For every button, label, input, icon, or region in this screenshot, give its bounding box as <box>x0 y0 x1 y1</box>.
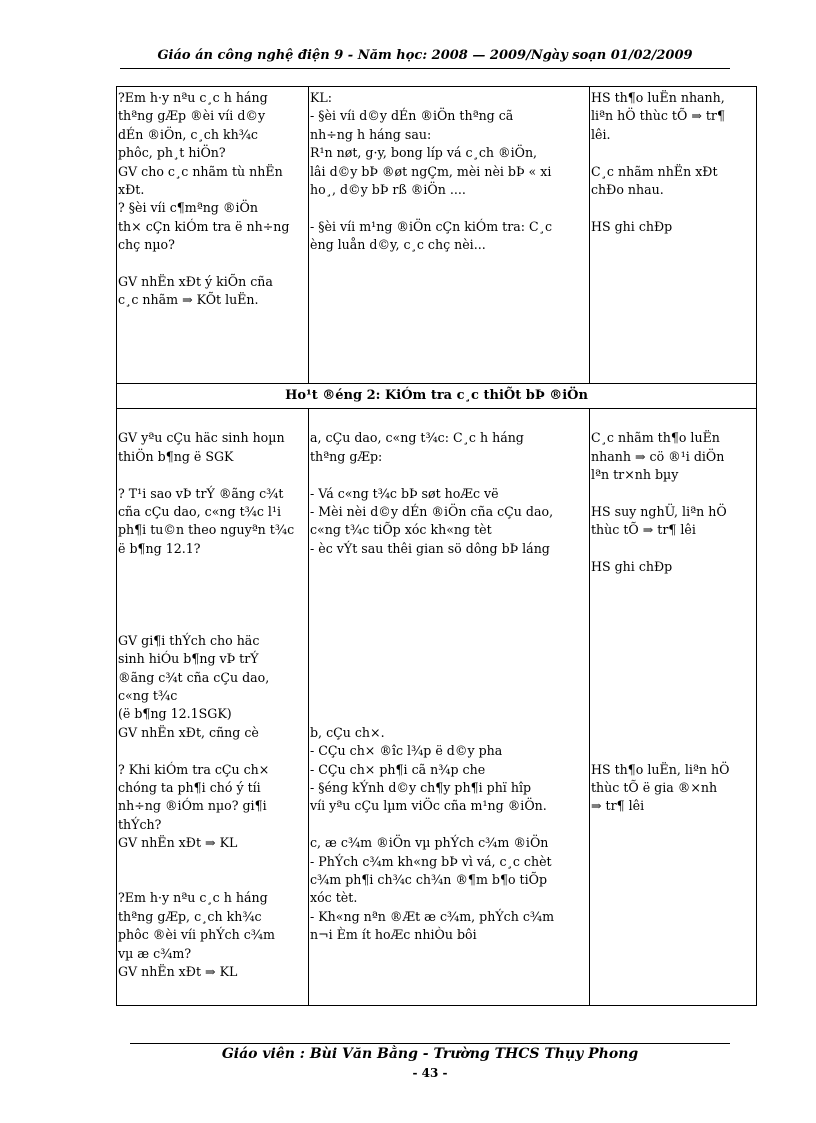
text-line: - PhÝch c¾m kh«ng bÞ vì vá, c¸c chèt <box>310 853 552 869</box>
text-line <box>310 669 589 687</box>
text-line <box>310 558 589 576</box>
teacher-activity-cell <box>117 409 309 1006</box>
text-line: thªng gÆp ®èi víi d©y <box>118 108 266 124</box>
text-line: ? Khi kiÓm tra cÇu ch× <box>118 761 270 777</box>
footer-teacher: Giáo viên : Bùi Văn Bằng - Trường THCS Thụy Phong <box>221 1046 639 1062</box>
text-line: chç nµo? <box>118 237 175 253</box>
section-title: Ho¹t ®éng 2: KiÓm tra c¸c thiÕt bÞ ®iÖn <box>117 384 757 409</box>
text-line: n¬i Èm ít hoÆc nhiÒu bôi <box>310 927 477 943</box>
text-line <box>591 742 756 760</box>
text-line: phôc, ph¸t hiÖn? <box>118 145 226 161</box>
text-line <box>310 577 589 595</box>
text-line <box>118 613 308 631</box>
text-line: c¸c nhãm ⇒ KÕt luËn. <box>118 292 259 308</box>
text-line <box>591 411 756 429</box>
text-line: GV nhËn xÐt ⇒ KL <box>118 835 238 851</box>
text-line: nh÷ng ®iÓm nµo? gi¶i <box>118 798 267 814</box>
text-line: ë b¶ng 12.1? <box>118 540 201 556</box>
text-line <box>310 613 589 631</box>
text-line: thªng gÆp: <box>310 448 383 464</box>
section-row <box>117 384 757 409</box>
text-line: ? T¹i sao vÞ trÝ ®ãng c¾t <box>118 485 284 501</box>
text-line: víi yªu cÇu lµm viÖc cña m¹ng ®iÖn. <box>310 798 547 814</box>
content-cell <box>309 409 590 1006</box>
text-line <box>310 411 589 429</box>
content-cell <box>309 87 590 384</box>
text-line <box>118 595 308 613</box>
text-line: - §éng kÝnh d©y ch¶y ph¶i phï hîp <box>310 779 532 795</box>
text-line: R¹n nøt, g·y, bong líp vá c¸ch ®iÖn, <box>310 145 538 161</box>
text-line: C¸c nhãm nhËn xÐt <box>591 163 718 179</box>
text-line <box>118 577 308 595</box>
text-line: c«ng t¾c tiÕp xóc kh«ng tèt <box>310 522 492 538</box>
text-line: chÐo nhau. <box>591 182 664 198</box>
text-line <box>118 742 308 760</box>
text-line: - CÇu ch× ph¶i cã n¾p che <box>310 761 486 777</box>
text-line <box>118 255 308 273</box>
header-rule <box>120 68 730 69</box>
text-line: thiÖn b¶ng ë SGK <box>118 448 234 464</box>
text-line <box>310 705 589 723</box>
lesson-table <box>116 86 757 1006</box>
text-line: - Vá c«ng t¾c bÞ søt hoÆc vë <box>310 485 499 501</box>
text-line: c¾m ph¶i ch¾c ch¾n ®¶m b¶o tiÕp <box>310 871 548 887</box>
text-line: ?Em h·y nªu c¸c h háng <box>118 90 268 105</box>
text-line <box>591 613 756 631</box>
text-line: chóng ta ph¶i chó ý tíi <box>118 780 261 796</box>
table-row <box>117 409 757 1006</box>
text-line: c«ng t¾c <box>118 688 178 703</box>
teacher-activity-cell <box>117 87 309 384</box>
table-row <box>117 87 757 384</box>
text-line: ®ãng c¾t cña cÇu dao, <box>118 669 270 685</box>
text-line: ph¶i tu©n theo nguyªn t¾c <box>118 522 295 538</box>
text-line: c, æ c¾m ®iÖn vµ phÝch c¾m ®iÖn <box>310 835 549 851</box>
text-line: lâi d©y bÞ ®øt ngÇm, mèi nèi bÞ « xi <box>310 163 552 179</box>
text-line: HS ghi chÐp <box>591 559 673 575</box>
text-line: dÉn ®iÖn, c¸ch kh¾c <box>118 126 258 142</box>
text-line: ho¸, d©y bÞ rß ®iÖn .... <box>310 182 466 198</box>
text-line: lêi. <box>591 126 611 142</box>
footer-rule <box>130 1043 730 1044</box>
text-line: - CÇu ch× ®îc l¾p ë d©y pha <box>310 743 503 759</box>
text-line: sinh hiÓu b¶ng vÞ trÝ <box>118 651 259 667</box>
text-line: lªn tr×nh bµy <box>591 467 679 483</box>
text-line: a, cÇu dao, c«ng t¾c: C¸c h háng <box>310 430 524 446</box>
text-line <box>591 595 756 613</box>
text-line: HS suy nghÜ, liªn hÖ <box>591 504 727 519</box>
text-line: GV nhËn xÐt ⇒ KL <box>118 964 238 980</box>
student-activity-cell <box>590 87 757 384</box>
text-line: (ë b¶ng 12.1SGK) <box>118 706 232 722</box>
text-line: nhanh ⇒ cö ®¹i diÖn <box>591 448 725 464</box>
text-line <box>310 199 589 217</box>
text-line <box>310 595 589 613</box>
text-line <box>118 411 308 429</box>
text-line: nh÷ng h háng sau: <box>310 126 432 142</box>
text-line: HS th¶o luËn, liªn hÖ <box>591 761 730 777</box>
text-line <box>310 816 589 834</box>
text-line <box>118 466 308 484</box>
text-line: thªng gÆp, c¸ch kh¾c <box>118 908 262 924</box>
text-line: GV gi¶i thÝch cho häc <box>118 632 260 648</box>
text-line: cña cÇu dao, c«ng t¾c l¹i <box>118 504 281 519</box>
page-header: Giáo án công nghệ điện 9 - Năm học: 2008 — 2009/Ngày soạn 01/02/2009 <box>157 48 693 63</box>
text-line: ?Em h·y nªu c¸c h háng <box>118 890 268 906</box>
text-line <box>591 577 756 595</box>
text-line <box>310 687 589 705</box>
text-line: èng luån d©y, c¸c chç nèi... <box>310 237 486 253</box>
text-line: - Mèi nèi d©y dÉn ®iÖn cña cÇu dao, <box>310 504 554 519</box>
text-line: HS ghi chÐp <box>591 218 673 234</box>
page-number: - 43 - <box>412 1066 448 1080</box>
text-line <box>591 540 756 558</box>
text-line: vµ æ c¾m? <box>118 945 192 961</box>
text-line: xóc tèt. <box>310 890 358 906</box>
text-line: thÝch? <box>118 816 162 832</box>
text-line: GV nhËn xÐt ý kiÕn cña <box>118 274 273 290</box>
text-line <box>591 669 756 687</box>
text-line: C¸c nhãm th¶o luËn <box>591 430 720 446</box>
text-line: ? §èi víi c¶mªng ®iÖn <box>118 200 258 216</box>
text-line <box>591 687 756 705</box>
text-line: - Kh«ng nªn ®Æt æ c¾m, phÝch c¾m <box>310 908 555 924</box>
text-line: GV yªu cÇu häc sinh hoµn <box>118 430 285 446</box>
text-line <box>591 650 756 668</box>
text-line: HS th¶o luËn nhanh, <box>591 90 725 105</box>
text-line: thùc tÕ ⇒ tr¶ lêi <box>591 522 696 538</box>
text-line: th× cÇn kiÓm tra ë nh÷ng <box>118 218 290 234</box>
text-line: GV nhËn xÐt, cñng cè <box>118 724 259 740</box>
text-line <box>310 466 589 484</box>
text-line <box>118 853 308 871</box>
text-line: - èc vÝt sau thêi gian sö dông bÞ láng <box>310 540 550 556</box>
text-line: - §èi víi m¹ng ®iÖn cÇn kiÓm tra: C¸c <box>310 218 552 234</box>
text-line: xÐt. <box>118 182 145 198</box>
text-line: - §èi víi d©y dÉn ®iÖn thªng cã <box>310 108 514 124</box>
text-line <box>118 871 308 889</box>
text-line: ⇒ tr¶ lêi <box>591 798 645 814</box>
text-line <box>591 705 756 723</box>
text-line <box>591 199 756 217</box>
text-line: phôc ®èi víi phÝch c¾m <box>118 927 275 943</box>
text-line: liªn hÖ thùc tÕ ⇒ tr¶ <box>591 108 725 124</box>
text-line <box>591 485 756 503</box>
text-line <box>591 144 756 162</box>
text-line: thùc tÕ ë gia ®×nh <box>591 779 718 795</box>
student-activity-cell <box>590 409 757 1006</box>
text-line <box>310 650 589 668</box>
text-line: KL: <box>310 90 333 105</box>
text-line: GV cho c¸c nhãm tù nhËn <box>118 163 283 179</box>
text-line <box>591 724 756 742</box>
text-line <box>310 632 589 650</box>
text-line: b, cÇu ch×. <box>310 724 385 740</box>
text-line <box>591 632 756 650</box>
text-line <box>118 558 308 576</box>
